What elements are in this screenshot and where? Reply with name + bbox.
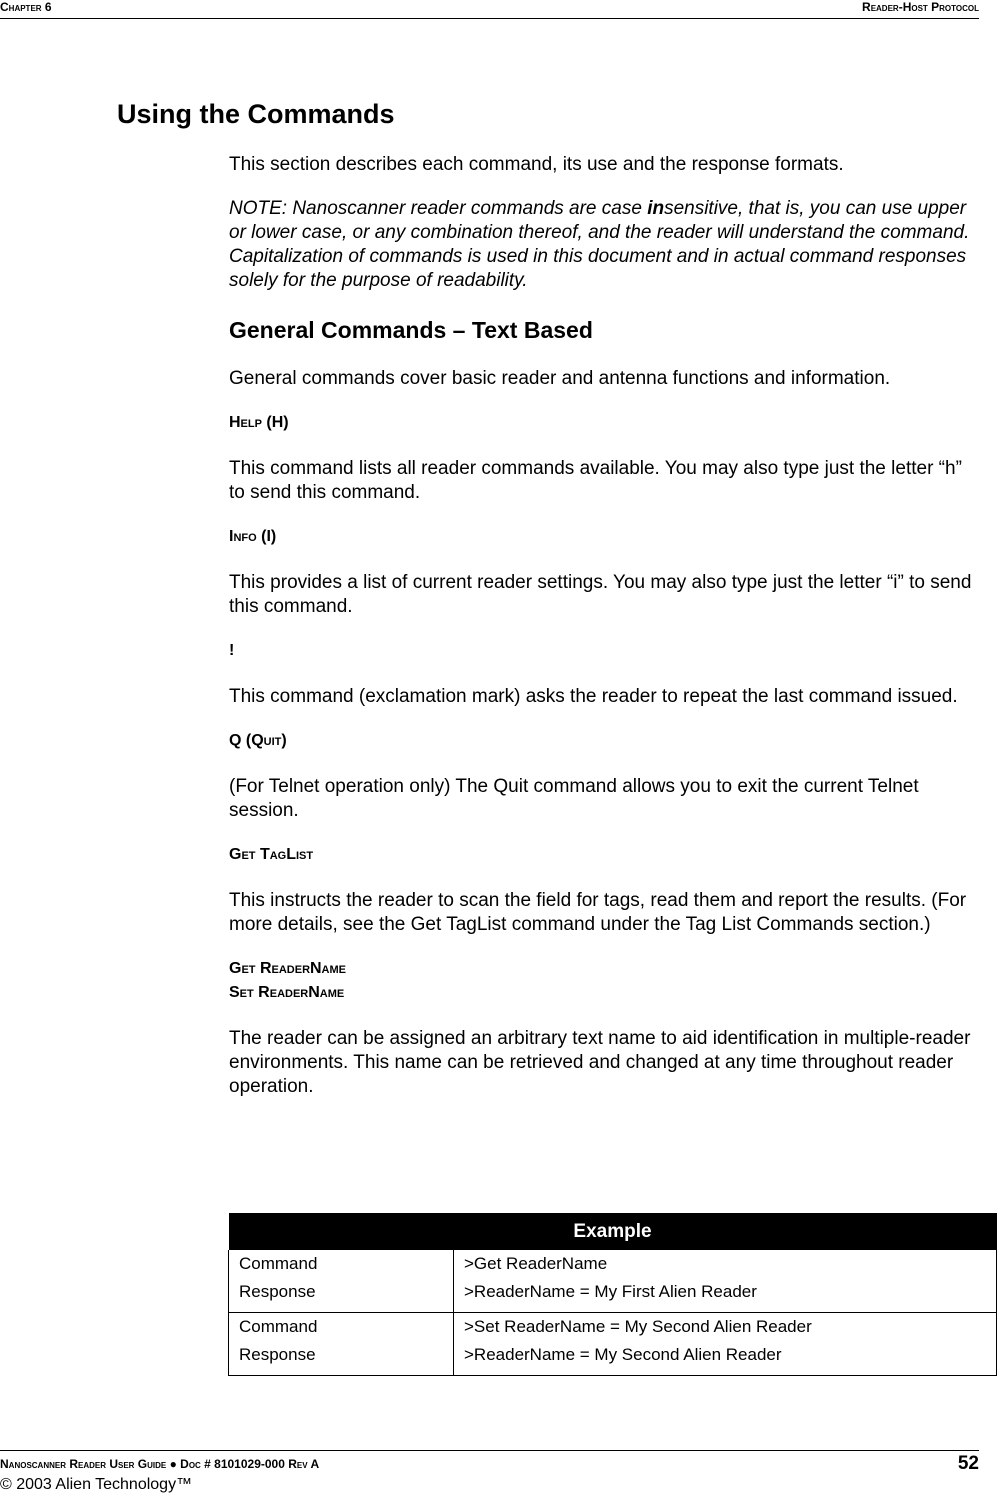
row-value: >Set ReaderName = My Second Alien Reader — [454, 1313, 997, 1344]
row-value: >ReaderName = My Second Alien Reader — [454, 1343, 997, 1376]
command-description-info: This provides a list of current reader settings. You may also type just the letter “i” to send this command. — [229, 572, 972, 617]
page-footer — [0, 1450, 979, 1493]
command-description-readername: The reader can be assigned an arbitrary text name to aid identification in multiple-reader environments. This name can be retrieved and changed at any time throughout reader operation. — [229, 1028, 971, 1097]
command-name-repeat: ! — [229, 642, 235, 659]
command-description-get-taglist: This instructs the reader to scan the field for tags, read them and report the results. (For more details, see the Get TagList command under the Tag List Commands section.) — [229, 890, 967, 935]
table-row — [229, 1250, 997, 1280]
row-label: Response — [229, 1343, 454, 1376]
section-label: Reader-Host Protocol — [862, 0, 979, 14]
page-number: 52 — [957, 1453, 979, 1474]
footer-guide-title: Nanoscanner Reader User Guide ● Doc # 8101029-000 Rev A — [0, 1457, 320, 1471]
row-label: Command — [229, 1313, 454, 1344]
general-commands-heading: General Commands – Text Based — [229, 317, 593, 343]
note-text-post: sensitive, that is, you can use upper or lower case, or any combination thereof, and the reader will understand the command. Capitalization of commands is used in this document and in actual command responses solely for the purpose of readability. — [229, 198, 970, 291]
command-description-help: This command lists all reader commands available. You may also type just the letter “h” to send this command. — [229, 458, 962, 503]
command-description-quit: (For Telnet operation only) The Quit command allows you to exit the current Telnet session. — [229, 776, 919, 821]
example-table — [228, 1213, 997, 1376]
command-description-repeat: This command (exclamation mark) asks the reader to repeat the last command issued. — [229, 686, 958, 707]
table-row — [229, 1343, 997, 1376]
note-emphasis: in — [647, 198, 665, 219]
intro-paragraph: This section describes each command, its use and the response formats. — [229, 154, 844, 175]
command-name-set-readername: Set ReaderName — [229, 984, 345, 1001]
copyright: © 2003 Alien Technology™ — [0, 1476, 193, 1493]
row-value: >ReaderName = My First Alien Reader — [454, 1280, 997, 1313]
command-name-get-readername: Get ReaderName — [229, 960, 347, 977]
example-title: Example — [229, 1213, 997, 1250]
command-name-quit: Q (Quit) — [229, 732, 287, 749]
table-row — [229, 1313, 997, 1344]
note-text-pre: NOTE: Nanoscanner reader commands are case — [229, 198, 648, 219]
page-header — [0, 0, 979, 19]
command-name-help: Help (H) — [229, 414, 289, 431]
row-label: Command — [229, 1250, 454, 1280]
command-name-get-taglist: Get TagList — [229, 846, 314, 863]
example-header-row — [229, 1213, 997, 1250]
general-commands-description: General commands cover basic reader and antenna functions and information. — [229, 368, 891, 389]
content-body — [229, 153, 977, 1119]
chapter-label: Chapter 6 — [0, 0, 52, 14]
row-label: Response — [229, 1280, 454, 1313]
note-paragraph — [229, 197, 977, 293]
table-row — [229, 1280, 997, 1313]
page-title: Using the Commands — [117, 99, 395, 129]
row-value: >Get ReaderName — [454, 1250, 997, 1280]
command-name-info: Info (I) — [229, 528, 277, 545]
